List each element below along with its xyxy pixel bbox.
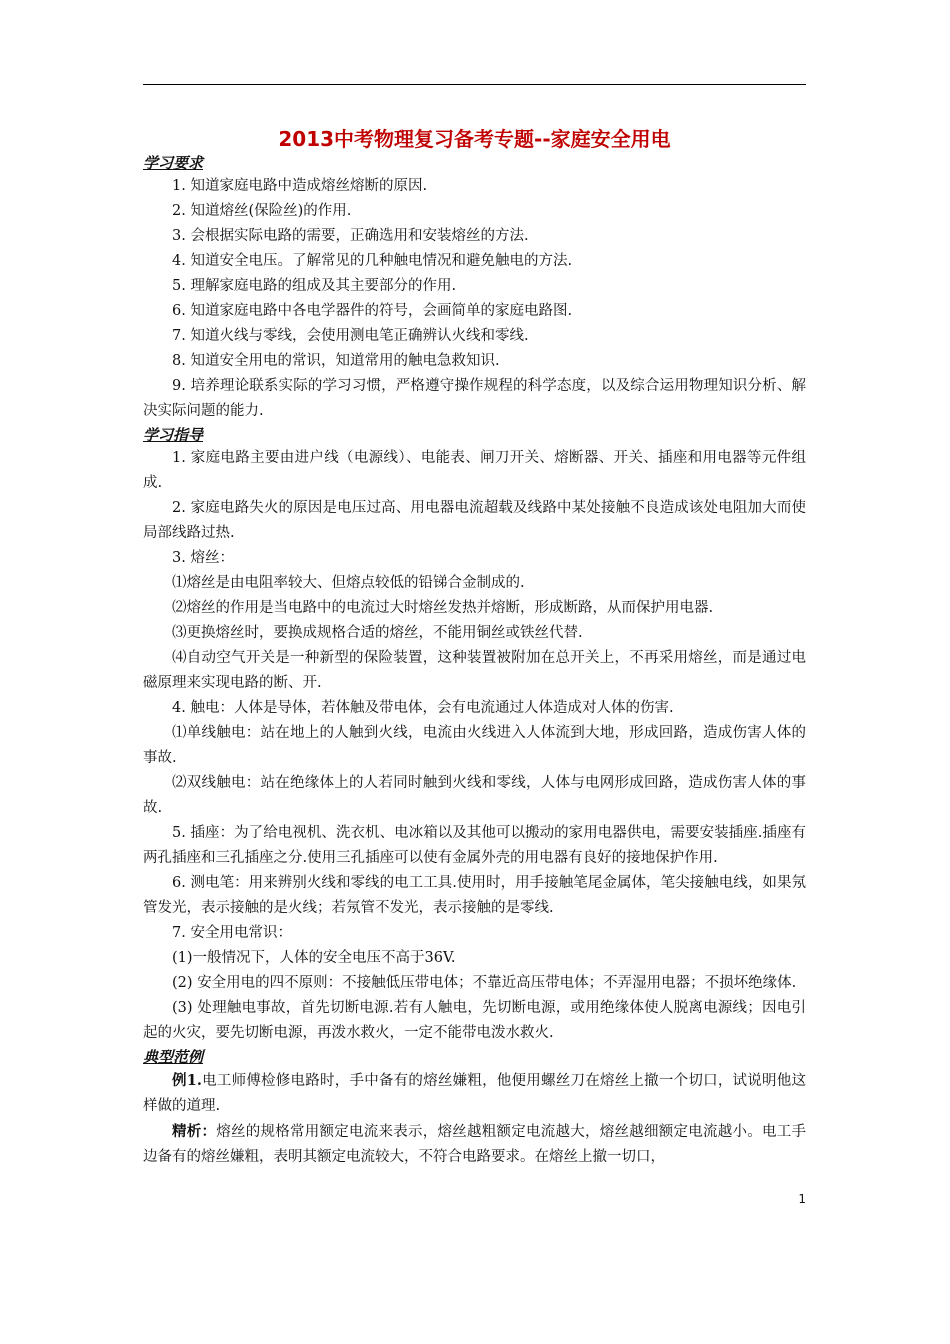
requirement-item: 8. 知道安全用电的常识，知道常用的触电急救知识. [172, 353, 500, 369]
guidance-item: ⑵双线触电：站在绝缘体上的人若同时触到火线和零线，人体与电网形成回路，造成伤害人体的事故. [143, 775, 806, 816]
example-text: 电工师傅检修电路时，手中备有的熔丝嫌粗，他便用螺丝刀在熔丝上撤一个切口，试说明他这样做的道理. [143, 1073, 806, 1114]
analysis-text: 熔丝的规格常用额定电流来表示，熔丝越粗额定电流越大，熔丝越细额定电流越小。电工手边备有的熔丝嫌粗，表明其额定电流较大，不符合电路要求。在熔丝上撤一切口， [143, 1124, 806, 1165]
guidance-item: (3) 处理触电事故，首先切断电源.若有人触电，先切断电源，或用绝缘体使人脱离电源线；因电引起的火灾，要先切断电源，再泼水救火，一定不能带电泼水救火. [143, 1000, 806, 1041]
analysis-paragraph [143, 1119, 806, 1170]
guidance-item: ⑴单线触电：站在地上的人触到火线，电流由火线进入人体流到大地，形成回路，造成伤害人体的事故. [143, 725, 806, 766]
guidance-item: 3. 熔丝： [172, 550, 234, 566]
guidance-item: ⑶更换熔丝时，要换成规格合适的熔丝，不能用铜丝或铁丝代替. [172, 625, 583, 641]
section-heading-requirements: 学习要求 [143, 154, 204, 172]
guidance-item: 6. 测电笔：用来辨别火线和零线的电工工具.使用时，用手接触笔尾金属体，笔尖接触电线，如果氖管发光，表示接触的是火线；若氖管不发光，表示接触的是零线. [143, 875, 806, 916]
requirement-item: 6. 知道家庭电路中各电学器件的符号，会画简单的家庭电路图. [172, 303, 573, 319]
analysis-label: 精析： [172, 1123, 217, 1140]
requirement-item: 4. 知道安全电压。了解常见的几种触电情况和避免触电的方法. [172, 253, 573, 269]
guidance-item: 5. 插座：为了给电视机、洗衣机、电冰箱以及其他可以搬动的家用电器供电，需要安装插座.插座有两孔插座和三孔插座之分.使用三孔插座可以使有金属外壳的用电器有良好的接地保护作用. [143, 825, 806, 866]
requirement-item: 1. 知道家庭电路中造成熔丝熔断的原因. [172, 178, 428, 194]
document-title: 2013中考物理复习备考专题--家庭安全用电 [278, 127, 671, 151]
guidance-item: ⑷自动空气开关是一种新型的保险装置，这种装置被附加在总开关上，不再采用熔丝，而是通过电磁原理来实现电路的断、开. [143, 650, 806, 691]
guidance-item: (1)一般情况下，人体的安全电压不高于36V. [172, 950, 456, 966]
requirement-item: 7. 知道火线与零线，会使用测电笔正确辨认火线和零线. [172, 328, 529, 344]
example-label: 例1. [172, 1072, 202, 1089]
guidance-item: ⑴熔丝是由电阻率较大、但熔点较低的铅锑合金制成的. [172, 575, 525, 591]
guidance-item: 2. 家庭电路失火的原因是电压过高、用电器电流超载及线路中某处接触不良造成该处电阻加大而使局部线路过热. [143, 500, 806, 541]
guidance-item: 4. 触电：人体是导体，若体触及带电体，会有电流通过人体造成对人体的伤害. [172, 700, 674, 716]
requirement-item: 9. 培养理论联系实际的学习习惯，严格遵守操作规程的科学态度，以及综合运用物理知识分析、解决实际问题的能力. [143, 378, 806, 419]
section-heading-guidance: 学习指导 [143, 426, 204, 444]
guidance-item: 1. 家庭电路主要由进户线（电源线）、电能表、闸刀开关、熔断器、开关、插座和用电器等元件组成. [143, 450, 806, 491]
guidance-item: 7. 安全用电常识： [172, 925, 292, 941]
requirement-item: 5. 理解家庭电路的组成及其主要部分的作用. [172, 278, 457, 294]
requirement-item: 3. 会根据实际电路的需要，正确选用和安装熔丝的方法. [172, 228, 529, 244]
page-number: 1 [798, 1192, 806, 1206]
document-body [143, 116, 806, 1170]
requirement-item: 2. 知道熔丝(保险丝)的作用. [172, 203, 352, 219]
example-paragraph [143, 1068, 806, 1119]
guidance-item: (2) 安全用电的四不原则：不接触低压带电体；不靠近高压带电体；不弄湿用电器；不损坏绝缘体. [172, 975, 797, 991]
header-rule [143, 84, 806, 85]
guidance-item: ⑵熔丝的作用是当电路中的电流过大时熔丝发热并熔断，形成断路，从而保护用电器. [172, 600, 714, 616]
section-heading-examples: 典型范例 [143, 1048, 204, 1066]
